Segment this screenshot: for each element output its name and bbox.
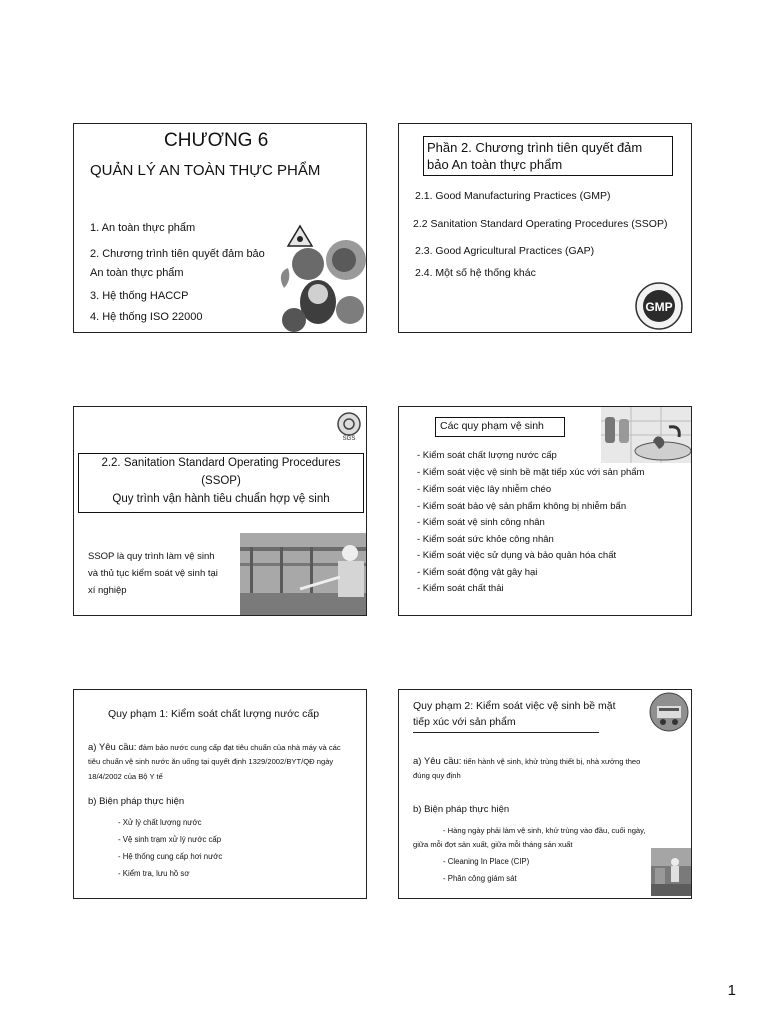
- slide-subtitle: QUẢN LÝ AN TOÀN THỰC PHẨM: [90, 162, 321, 179]
- measures-text: - Hàng ngày phải làm vệ sinh, khử trùng vào đầu, cuối ngày,: [443, 826, 646, 835]
- list-item: - Kiểm soát động vật gây hại: [417, 567, 538, 578]
- list-item: 2. Chương trình tiên quyết đảm bảo: [90, 248, 265, 260]
- slide-heading-box: [435, 417, 565, 437]
- list-item: - Kiểm soát việc vệ sinh bề mặt tiếp xúc với sản phẩm: [417, 467, 645, 478]
- handwash-sink-image: [601, 407, 692, 463]
- list-item: 1. An toàn thực phẩm: [90, 222, 196, 234]
- desc-line: và thủ tục kiểm soát vệ sinh tại: [88, 568, 218, 579]
- slide-title-box: [78, 453, 364, 513]
- list-item: - Cleaning In Place (CIP): [443, 857, 530, 866]
- measures-label: b) Biện pháp thực hiện: [88, 796, 185, 807]
- sgs-logo: [334, 411, 364, 441]
- requirement-line: [88, 742, 341, 753]
- list-item: - Kiểm soát việc lây nhiễm chéo: [417, 484, 552, 495]
- slide-2: [398, 123, 692, 333]
- list-item: - Kiểm soát chất thải: [417, 583, 504, 594]
- list-item: 2.2 Sanitation Standard Operating Procedures (SSOP): [413, 218, 668, 230]
- slide-3: [73, 406, 367, 616]
- slide-6: [398, 689, 692, 899]
- list-item: - Kiểm soát vệ sinh công nhân: [417, 517, 545, 528]
- list-item: - Kiểm soát sức khỏe công nhân: [417, 534, 554, 545]
- list-item: - Kiểm soát bảo vệ sản phẩm không bị nhiễm bẩn: [417, 501, 627, 512]
- equipment-round-photo: [649, 692, 689, 732]
- list-item: An toàn thực phẩm: [90, 267, 184, 279]
- list-item: - Hệ thống cung cấp hơi nước: [118, 852, 223, 861]
- requirement-text: tiến hành vệ sinh, khử trùng thiết bị, nhà xưởng theo: [461, 757, 641, 766]
- list-item: - Kiểm soát việc sử dụng và bảo quản hóa chất: [417, 550, 617, 561]
- desc-line: xí nghiệp: [88, 585, 127, 596]
- slide-heading-line: Phần 2. Chương trình tiên quyết đảm: [427, 140, 643, 155]
- requirement-text: tiêu chuẩn vệ sinh nước ăn uống tại quyết định 1329/2002/BYT/QĐ ngày: [88, 757, 334, 766]
- list-item: - Vệ sinh trạm xử lý nước cấp: [118, 835, 222, 844]
- measures-label: b) Biện pháp thực hiện: [413, 804, 510, 815]
- food-hazard-collage-image: [274, 224, 367, 333]
- cleaning-worker-photo: [651, 848, 691, 896]
- list-item: 2.1. Good Manufacturing Practices (GMP): [415, 190, 611, 202]
- svg-text:GMP: GMP: [645, 300, 673, 314]
- gmp-seal-logo: [635, 282, 683, 330]
- page-number: 1: [727, 982, 736, 999]
- slide-4: [398, 406, 692, 616]
- slide-heading: Quy phạm 1: Kiểm soát chất lượng nước cấp: [108, 708, 320, 720]
- slide-title: CHƯƠNG 6: [164, 130, 269, 151]
- slide-heading-box: [423, 136, 673, 176]
- list-item: - Kiểm tra, lưu hồ sơ: [118, 869, 190, 878]
- list-item: - Kiểm soát chất lượng nước cấp: [417, 450, 557, 461]
- slide-heading-line: tiếp xúc với sản phẩm: [413, 716, 516, 728]
- factory-worker-photo: [240, 533, 367, 616]
- measures-text: giữa mỗi đợt sản xuất, giữa mỗi tháng sản xuất: [413, 840, 573, 849]
- slide-title-line: (SSOP): [201, 475, 241, 487]
- list-item: - Xử lý chất lượng nước: [118, 818, 202, 827]
- slide-title-line: 2.2. Sanitation Standard Operating Procedures: [101, 457, 341, 469]
- list-item: - Phân công giám sát: [443, 874, 517, 883]
- list-item: 3. Hệ thống HACCP: [90, 290, 189, 302]
- list-item: 4. Hệ thống ISO 22000: [90, 311, 203, 323]
- slide-5: [73, 689, 367, 899]
- requirement-text: đúng quy định: [413, 771, 461, 780]
- requirement-text: đảm bảo nước cung cấp đạt tiêu chuẩn của nhà máy và các: [136, 743, 341, 752]
- list-item: 2.4. Một số hệ thống khác: [415, 267, 536, 279]
- slide-heading: Các quy phạm vệ sinh: [440, 420, 544, 432]
- svg-text:SGS: SGS: [342, 436, 356, 441]
- slide-heading-line: bảo An toàn thực phẩm: [427, 157, 563, 172]
- requirement-line: [413, 756, 640, 767]
- slide-1: [73, 123, 367, 333]
- requirement-text: 18/4/2002 của Bộ Y tế: [88, 772, 163, 781]
- slide-heading-line: Quy phạm 2: Kiểm soát việc vệ sinh bề mặt: [413, 700, 616, 712]
- desc-line: SSOP là quy trình làm vệ sinh: [88, 551, 215, 562]
- requirement-label: a) Yêu cầu:: [88, 742, 137, 753]
- heading-underline: [413, 732, 599, 733]
- requirement-label: a) Yêu cầu:: [413, 756, 462, 767]
- slide-title-line: Quy trình vận hành tiêu chuẩn hợp vệ sinh: [112, 493, 330, 505]
- list-item: 2.3. Good Agricultural Practices (GAP): [415, 245, 595, 257]
